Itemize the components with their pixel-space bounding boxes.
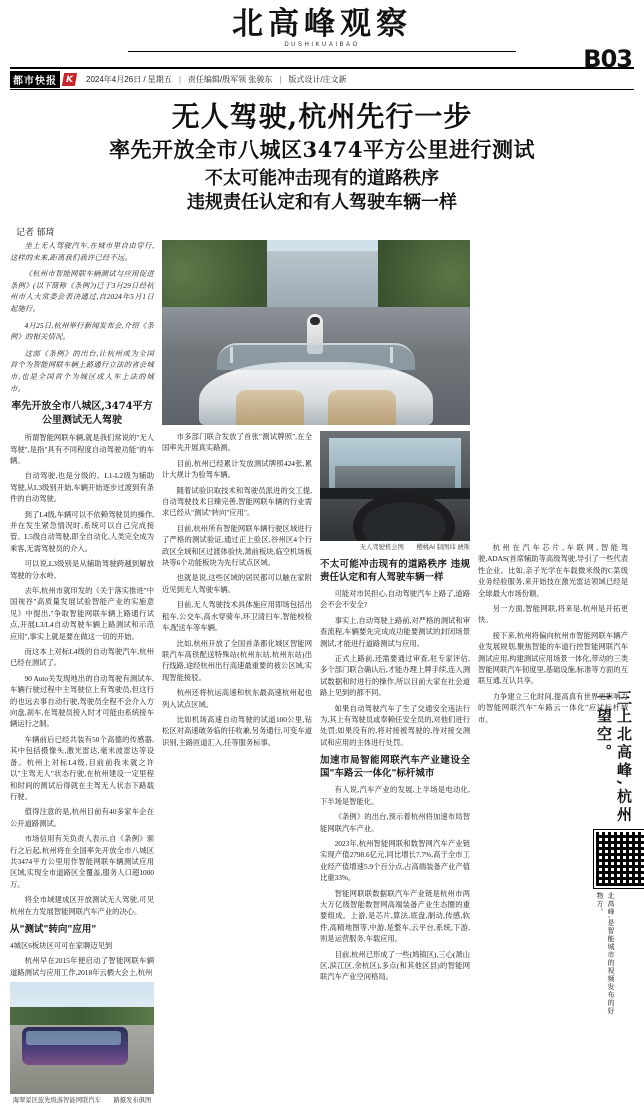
body-para: 比如,杭州开放了全国首条都化城区智能网联汽车高铁配送特殊站(杭州东站,杭州东站)出行线路,途经杭州出行高速最重要的被公区域,实现智能接驳。 <box>162 638 312 682</box>
editor-credit: 责任编辑/殷军领 张骏东 <box>187 74 273 84</box>
body-para: 接下来,杭州将偏向杭州市智能网联车辆产业发展规划,聚焦智能的车道行控智能网联汽车测试应用,构建测试应用场景一体化,带动的三类智能网联汽车韧度里,基础设施,标准等方面的互联互通,互认共享。 <box>478 630 628 686</box>
photo-windshield <box>217 343 414 369</box>
divider: | <box>279 74 282 84</box>
qr-code-icon[interactable] <box>594 830 644 888</box>
body-para: 杭州还将杭运高速和杭东最高速杭州起也列入试点区域。 <box>162 688 312 709</box>
body-para: 自动驾驶,也是分级的。L1-L2级为辅助驾驶,从L3级别开始,车辆开始逐步过渡到有条件的自动驾驶。 <box>10 471 154 504</box>
body-para: 随着试验识取技术和驾驶员派进的交工提,自动驾驶技术日臻完善,智能网联车辆的行业需求已经从"测试"转向"应用"。 <box>162 485 312 518</box>
section-heading-2: 从"测试"转向"应用" <box>10 923 97 935</box>
body-para: 值得注意的是,杭州目前有40多家车企在公开道路测试。 <box>10 807 154 828</box>
right-rail <box>594 690 634 1018</box>
subheadline-1: 率先开放全市八城区3474平方公里进行测试 <box>109 137 535 162</box>
car-interior-photo <box>320 431 470 541</box>
bus-photo <box>10 982 154 1094</box>
subheadline-3: 违规责任认定和有人驾驶车辆一样 <box>187 192 457 213</box>
qr-code-label: 北高峰,是智能城市的视频发布的好物方。 <box>596 892 614 1015</box>
body-para: 市场信用有关负责人表示,自《条例》颁行之后起,杭州将在全国率先开放全市八城区共3474平方公里用作智能网联车辆测试应用区域,实现全市道路区全覆盖,服务人口超1000万。 <box>10 834 154 889</box>
body-para: 另一方面,智能网联,将来是,杭州是开拓更快。 <box>478 604 628 625</box>
lead-para: 4月25日,杭州举行新闻发布会,介绍《条例》的相关情况。 <box>10 320 154 342</box>
divider: | <box>178 74 181 84</box>
masthead-title: 北高峰观察 <box>232 6 412 42</box>
body-para: 有人说,汽车产业的发展,上半场是电动化,下半场是智能化。 <box>320 785 470 806</box>
body-para: 也就是说,这些区域的居民都可以触在家附近见到无人驾驶车辆。 <box>162 573 312 594</box>
body-para: 而这本上对标L4级的自动驾驶汽车,杭州已经在测试了。 <box>10 647 154 668</box>
publication-name: 都市快报 <box>10 71 60 88</box>
photo-buildings <box>254 251 377 314</box>
body-para: 力争建立三化时间,提高真有世界更影响力的智能网联汽车"车路云一体化"应试标杆城市。 <box>478 691 628 724</box>
masthead <box>10 6 634 73</box>
photo-car-hood <box>199 362 433 425</box>
body-para: 目前,杭州已经累计发放测试牌照424张,累计大规计为验驾车辆。 <box>162 458 312 480</box>
designer-credit: 版式设计/庄文新 <box>288 74 347 84</box>
body-para: 车辆前后已经共装有50个高德的传感器,其中包括摄像头,激光雷达,毫米波雷达等设备。杭州上对标L4级,目前前我未就之许以"主驾无人"状态行驶,在杭州建设一定里程和时间的测试后得就在主驾无人状态下路载行驶。 <box>10 734 154 801</box>
body-para: 去年,杭州市就印发的《关于落实推进"中国视谷"高质量发展试验智能产业的实施意见》中提出,"争取智能网联车辆上路通行试点,开展L3/L4自动驾驶车辆上路测试和示范应用",事实上就是要在做这一切的开始。 <box>10 586 154 641</box>
headline-block <box>10 90 634 219</box>
page-number: B03 <box>583 45 632 73</box>
body-para: 正式上路前,还需要通过审查,驻专家评估,多个部门联合确认后,才能办理上牌手续,连入测试数据和时进行的操作,所以目前大家在社会道路上见到的都不同。 <box>320 654 470 698</box>
section-heading-4: 加速市局智能网联汽车产业建设全国"车路云一体化"标杆城市 <box>320 755 470 780</box>
body-para: 所谓智能网联车辆,就是我们常说的"无人驾驶",是指"具有不同程度自动驾驶功能"的车辆。 <box>10 433 154 465</box>
body-para: 比如机场高速自动驾驶的试道100公里,钻松区对高速破务临的任收兼,另务通行,可变车道识别,主路匝道汇入,任等服务标事。 <box>162 714 312 747</box>
section-heading-3: 不太可能冲击现有的道路秩序 违规责任认定和有人驾驶车辆一样 <box>320 559 470 583</box>
body-para: 将全市域建成区开放测试无人驾驶,可见杭州在力发展智能网联汽车产业的决心。 <box>10 895 154 916</box>
byline: 记者 郁琦 <box>16 227 55 237</box>
body-para: 2023年,杭州智能网联和数智网汽车产业链实现产值2798.6亿元,同比增长7.7%,高于全市工业经产值增速5.9个百分点,占高端装备产业产值比重33%。 <box>320 838 470 883</box>
body-para: 如果自动驾驶汽车了生了交通安全违法行为,其上有驾驶员或奉赖任安全员的,对他们进行处罚;如果没有的,将对接被驾驶的,待对接交测试和应用的主体进行处罚。 <box>320 703 470 747</box>
lead-para: 《杭州市智能网联车辆测试与应用促进条例》(以下简称《条例》)已于3月29日经杭州市人大常委会表决通过,自2024年5月1日起施行。 <box>10 269 154 313</box>
body-para: 目前,杭州已形成了一些(鸠镇区),三心(萧山区,滨江区,余杭区),多点(和其他区县)的智能网联汽车产业空间格局。 <box>320 949 470 982</box>
body-para: 《条例》的出台,预示着杭州将加速布局智能网联汽车产业。 <box>320 812 470 833</box>
photo-seat-left <box>236 390 304 425</box>
info-bar <box>10 69 634 90</box>
body-para: 目前,杭州所有智能网联车辆行驶区域进行了严格的测试验证,通过正上验区,谷州区4个行政区全域和区过渡体验快,萧前板块,临空机场板块等6个功能板块为先行试点区域。 <box>162 523 312 568</box>
body-para: 智能网联联数据联汽车产业链是杭州市两大万亿级智能数智网高端装备产业生态圈的重要组成。上游,是芯片,算法,底盘,制动,传感,软件,高精地图等,中游,是整车,云平台,系统,下游,则是运营服务,车载应用。 <box>320 888 470 944</box>
rail-vertical-title: 三上北高峰,杭州一望空。 <box>595 690 633 825</box>
main-photo-caption: 无人驾驶机会图 樱桃AI 制图纬 琥斯 <box>359 544 470 551</box>
section-heading-1: 率先开放全市八城区,3474平方公里测试无人驾驶 <box>11 401 153 427</box>
body-para: 事实上,自动驾驶上路前,对严格的测试和审查流程,车辆要先完成成功能要测试的封闭场景测试,才能进行道路测试与应用。 <box>320 615 470 648</box>
body-para: 可能对市民担心,自动驾驶汽车上路了,道路会不会不安全? <box>320 589 470 610</box>
body-para: 90 Auto关发现地出的自动驾驶有测试车,车辆行驶过程中主驾驶位上有驾驶员,但这行的也远去事自动行驶,驾驶员全程不会介入方向盘,刹车,在驾驶员接入时才可能由系统接车辆运行之制。 <box>10 673 154 729</box>
body-para: 可以说,L3级别是从辅助驾驶跨越到解放驾驶的分水岭。 <box>10 559 154 580</box>
body-para: 4城区6板块区可可在家聊迈见到 <box>10 940 113 950</box>
masthead-pinyin: DUSHIKUAIBAO <box>284 42 360 48</box>
photo-road <box>335 466 455 488</box>
photo-seat-right <box>328 390 396 425</box>
bus-photo-caption: 海翠景区旅先级游智能网联汽车 路摄发布俱图 <box>12 1097 152 1105</box>
masthead-rule <box>128 51 516 52</box>
publication-date: 2024年4月26日 / 星期五 <box>86 74 172 84</box>
photo-bus-window <box>26 1031 121 1044</box>
body-para: 到了L4级,车辆可以不依赖驾驶员的操作,并在发生紧急情况时,系统可以自己完成接管。L5级自动驾驶,即全自动化,人类完全成为乘客,无需驾驶员的介入。 <box>10 509 154 553</box>
lead-paragraphs <box>10 240 154 394</box>
article-body <box>10 240 634 1105</box>
logo-k-icon: K <box>62 73 77 86</box>
body-para: 杭州在汽车芯片,车联网,智能驾驶,ADAS(首席辅助等高级驾驶,导引了一些代表性企业。比如,亲子光学在车载微米级的C菜级业务经验服务,来开始技在激光雷达领域已经是全球最大市场份额。 <box>478 543 628 598</box>
lead-para: 这部《条例》的出台,让杭州成为全国首个为智能网联车辆上路通行立法的省会城市,也是全国首个为城区成人车上法的城市。 <box>10 348 154 393</box>
publication-logo <box>10 71 76 88</box>
main-headline: 无人驾驶,杭州先行一步 <box>171 100 473 133</box>
body-para: 市多部门联合发放了首张"测试牌照",在全国率先开展真实路测。 <box>162 432 312 453</box>
main-photo <box>162 240 470 425</box>
body-para: 目前,无人驾驶技术具体施应用即场包括出租车,公交车,高水穿骑车,环卫清扫车,智能校检车,配送车等车辆。 <box>162 600 312 633</box>
column-2 <box>162 240 312 1105</box>
body-para: 杭州早在2015年便启动了智能网联车辆道路测试与应用工作,2018年云栖大会上,杭州 <box>10 956 154 977</box>
column-1 <box>10 240 154 1105</box>
subheadline-2: 不太可能冲击现有的道路秩序 <box>205 168 439 189</box>
lead-para: 坐上无人驾驶汽车,在城市里自由穿行,这样的未来,距离我们我许已经不远。 <box>10 241 154 262</box>
